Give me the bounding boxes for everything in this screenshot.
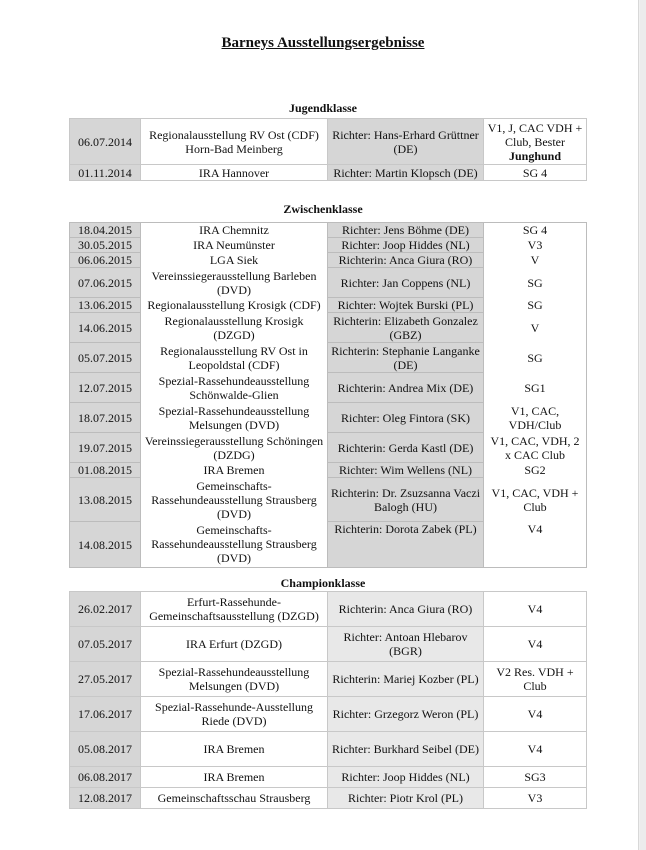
- date-cell: 01.08.2015: [70, 463, 141, 478]
- result-cell: V3: [527, 238, 543, 252]
- judge-cell: Richter: Hans-Erhard Grüttner (DE): [328, 119, 484, 165]
- result-text: V1, J, CAC VDH + Club, Bester: [487, 120, 583, 149]
- event-cell: IRA Bremen: [141, 767, 328, 788]
- date-cell: 18.04.2015: [70, 223, 141, 238]
- judge-cell: Richter: Oleg Fintora (SK): [328, 403, 484, 433]
- date-cell: 05.08.2017: [70, 732, 141, 767]
- page-title: Barneys Ausstellungsergebnisse: [221, 35, 425, 51]
- result-cell: V2 Res. VDH + Club: [484, 662, 587, 697]
- judge-cell: Richter: Joop Hiddes (NL): [328, 238, 484, 253]
- table-row: [70, 298, 587, 313]
- table-row: [70, 165, 587, 181]
- table-row: [70, 662, 587, 697]
- result-cell: V1, CAC, VDH/Club: [508, 403, 562, 432]
- date-cell: 27.05.2017: [70, 662, 141, 697]
- table-row: [70, 522, 587, 568]
- result-cell: SG: [527, 275, 543, 290]
- judge-cell: Richterin: Dr. Zsuzsanna Vaczi Balogh (HU): [328, 478, 484, 522]
- table-row: [70, 223, 587, 238]
- judge-cell: Richterin: Elizabeth Gonzalez (GBZ): [328, 313, 484, 343]
- table-row: [70, 463, 587, 478]
- table-row: [70, 119, 587, 165]
- date-cell: 12.08.2017: [70, 788, 141, 809]
- date-cell: 07.06.2015: [70, 268, 141, 298]
- date-cell: 01.11.2014: [70, 165, 141, 181]
- table-row: [70, 373, 587, 403]
- judge-cell: Richterin: Stephanie Langanke (DE): [328, 343, 484, 373]
- judge-cell: Richter: Jens Böhme (DE): [328, 223, 484, 238]
- date-cell: 17.06.2017: [70, 697, 141, 732]
- table-row: [70, 767, 587, 788]
- result-cell: V4: [527, 521, 543, 536]
- date-cell: 12.07.2015: [70, 373, 141, 403]
- judge-cell: Richter: Burkhard Seibel (DE): [328, 732, 484, 767]
- table-row: [70, 253, 587, 268]
- judge-cell: Richter: Antoan Hlebarov (BGR): [328, 627, 484, 662]
- table-row: [70, 697, 587, 732]
- section-heading-zwischenklasse: Zwischenklasse: [283, 202, 363, 216]
- judge-cell: Richter: Wim Wellens (NL): [328, 463, 484, 478]
- event-cell: Regionalausstellung RV Ost (CDF) Horn-Bad Meinberg: [141, 119, 328, 165]
- section-heading-championklasse: Championklasse: [280, 576, 366, 590]
- date-cell: 14.06.2015: [70, 313, 141, 343]
- date-cell: 30.05.2015: [70, 238, 141, 253]
- section-heading-jugendklasse: Jugendklasse: [288, 101, 358, 115]
- result-cell: V4: [484, 592, 587, 627]
- result-cell: V1, CAC, VDH + Club: [491, 485, 579, 514]
- result-cell: SG: [527, 350, 543, 365]
- judge-cell: Richterin: Andrea Mix (DE): [328, 373, 484, 403]
- result-bold-text: Junghund: [508, 148, 562, 163]
- result-cell: V: [530, 253, 540, 267]
- viewer-background: [640, 0, 646, 850]
- judge-cell: Richter: Grzegorz Weron (PL): [328, 697, 484, 732]
- event-cell: Spezial-Rassehundeausstellung Schönwalde-Glien: [158, 373, 310, 402]
- table-row: [70, 343, 587, 373]
- event-cell: Spezial-Rassehunde-Ausstellung Riede (DVD): [141, 697, 328, 732]
- event-cell: Regionalausstellung Krosigk (DZGD): [164, 313, 304, 342]
- result-cell: V1, CAC, VDH, 2 x CAC Club: [490, 433, 580, 462]
- date-cell: 07.05.2017: [70, 627, 141, 662]
- table-row: [70, 627, 587, 662]
- date-cell: 14.08.2015: [70, 522, 141, 568]
- table-row: [70, 403, 587, 433]
- result-cell: SG: [527, 298, 543, 312]
- judge-cell: Richter: Piotr Krol (PL): [328, 788, 484, 809]
- table-row: [70, 313, 587, 343]
- date-cell: 26.02.2017: [70, 592, 141, 627]
- result-cell: SG 4: [522, 223, 548, 238]
- event-cell: Gemeinschaftsschau Strausberg: [141, 788, 328, 809]
- judge-cell: Richter: Joop Hiddes (NL): [328, 767, 484, 788]
- event-cell: IRA Hannover: [141, 165, 328, 181]
- result-cell: V4: [484, 627, 587, 662]
- judge-cell: Richter: Martin Klopsch (DE): [328, 165, 484, 181]
- judge-cell: Richter: Jan Coppens (NL): [328, 268, 484, 298]
- judge-cell: Richterin: Anca Giura (RO): [328, 253, 484, 268]
- result-cell: V3: [484, 788, 587, 809]
- table-row: [70, 268, 587, 298]
- date-cell: 06.07.2014: [70, 119, 141, 165]
- date-cell: 06.08.2017: [70, 767, 141, 788]
- table-row: [70, 732, 587, 767]
- event-cell: Vereinssiegerausstellung Schöningen (DZDG): [144, 433, 324, 462]
- result-cell: V4: [484, 697, 587, 732]
- event-cell: Gemeinschafts-Rassehundeausstellung Strausberg (DVD): [151, 523, 317, 566]
- table-row: [70, 592, 587, 627]
- event-cell: IRA Bremen: [141, 732, 328, 767]
- event-cell: IRA Bremen: [203, 463, 265, 477]
- event-cell: Gemeinschafts-Rassehundeausstellung Strausberg (DVD): [151, 478, 317, 521]
- result-cell: [484, 119, 587, 165]
- results-table-championklasse: [69, 591, 587, 809]
- event-cell: IRA Chemnitz: [199, 223, 269, 238]
- event-cell: Vereinssiegerausstellung Barleben (DVD): [151, 268, 317, 297]
- judge-cell: Richterin: Dorota Zabek (PL): [328, 522, 484, 568]
- result-cell: SG2: [524, 463, 546, 477]
- date-cell: 06.06.2015: [70, 253, 141, 268]
- table-row: [70, 433, 587, 463]
- event-cell: IRA Neumünster: [193, 238, 275, 252]
- event-cell: Regionalausstellung RV Ost in Leopoldstal (CDF): [160, 343, 308, 372]
- results-table-zwischenklasse: [69, 222, 587, 568]
- judge-cell: Richterin: Gerda Kastl (DE): [328, 433, 484, 463]
- result-cell: V4: [484, 732, 587, 767]
- table-row: [70, 788, 587, 809]
- result-cell: SG1: [524, 380, 546, 395]
- table-row: [70, 238, 587, 253]
- judge-cell: Richterin: Mariej Kozber (PL): [328, 662, 484, 697]
- event-cell: IRA Erfurt (DZGD): [141, 627, 328, 662]
- event-cell: Spezial-Rassehundeausstellung Melsungen (DVD): [141, 662, 328, 697]
- date-cell: 13.06.2015: [70, 298, 141, 313]
- results-table-jugendklasse: [69, 118, 587, 181]
- judge-cell: Richterin: Anca Giura (RO): [328, 592, 484, 627]
- result-cell: SG3: [484, 767, 587, 788]
- event-cell: Regionalausstellung Krosigk (CDF): [147, 298, 321, 312]
- table-row: [70, 478, 587, 522]
- date-cell: 13.08.2015: [70, 478, 141, 522]
- result-cell: SG 4: [484, 165, 587, 181]
- result-cell: V: [530, 320, 540, 335]
- date-cell: 18.07.2015: [70, 403, 141, 433]
- event-cell: LGA Siek: [209, 253, 259, 267]
- event-cell: Spezial-Rassehundeausstellung Melsungen (DVD): [158, 403, 310, 432]
- date-cell: 05.07.2015: [70, 343, 141, 373]
- date-cell: 19.07.2015: [70, 433, 141, 463]
- judge-cell: Richter: Wojtek Burski (PL): [328, 298, 484, 313]
- event-cell: Erfurt-Rassehunde-Gemeinschaftsausstellung (DZGD): [141, 592, 328, 627]
